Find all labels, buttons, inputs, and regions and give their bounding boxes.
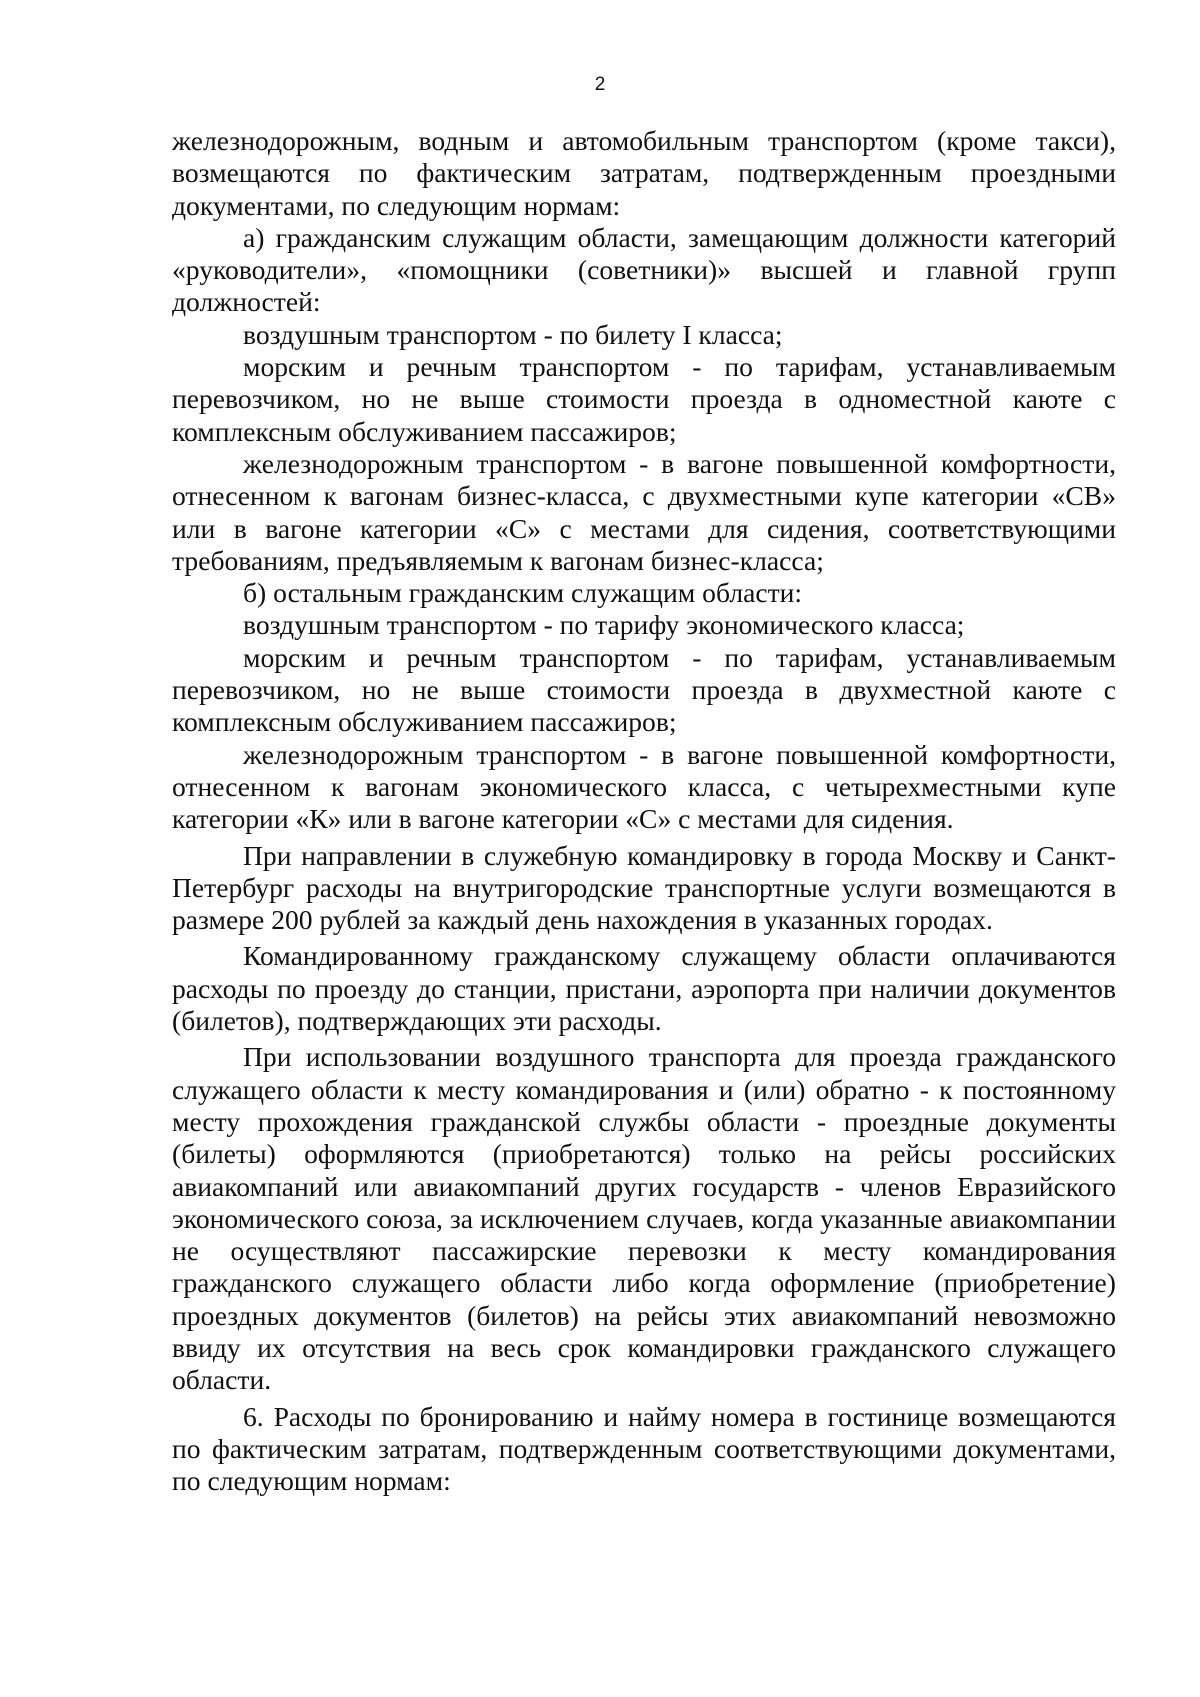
page-number: 2	[594, 74, 606, 95]
paragraph-rail-business: железнодорожным транспортом - в вагоне повышенной комфортности, отнесенном к вагонам бизнес-класса, с двухместными купе категории «СВ» или в вагоне категории «С» с местами для сидения, соответствующими требованиям, предъявляемым к вагонам бизнес-класса;	[172, 447, 1116, 576]
paragraph-air-economy: воздушным транспортом - по тарифу экономического класса;	[243, 609, 965, 641]
paragraph-sea-single-cabin: морским и речным транспортом - по тарифам, устанавливаемым перевозчиком, но не выше стоимости проезда в одноместной каюте с комплексным обслуживанием пассажиров;	[172, 351, 1116, 447]
paragraph-rail-economy: железнодорожным транспортом - в вагоне повышенной комфортности, отнесенном к вагонам экономического класса, с четырехместными купе категории «К» или в вагоне категории «С» с местами для сидения.	[172, 738, 1116, 835]
paragraph-moscow-spb: При направлении в служебную командировку в города Москву и Санкт-Петербург расходы на внутригородские транспортные услуги возмещаются в размере 200 рублей за каждый день нахождения в указанных городах.	[172, 839, 1116, 936]
paragraph-air-tickets-eaeu: При использовании воздушного транспорта для проезда гражданского служащего области к месту командирования и (или) обратно - к постоянному месту прохождения гражданской службы области - проездные документы (билеты) оформляются (приобретаются) только на рейсы российских авиакомпаний или авиакомпаний других государств - членов Евразийского экономического союза, за исключением случаев, когда указанные авиакомпании не осуществляют пассажирские перевозки к месту командирования гражданского служащего области либо когда оформление (приобретение) проездных документов (билетов) на рейсы этих авиакомпаний невозможно ввиду их отсутствия на весь срок командировки гражданского служащего области.	[172, 1041, 1116, 1396]
paragraph-other-officials: б) остальным гражданским служащим области:	[243, 577, 803, 609]
paragraph-transport-expenses: железнодорожным, водным и автомобильным транспортом (кроме такси), возмещаются по фактическим затратам, подтвержденным проездными документами, по следующим нормам:	[172, 125, 1116, 221]
paragraph-senior-officials: а) гражданским служащим области, замещающим должности категорий «руководители», «помощники (советники)» высшей и главной групп должностей:	[172, 221, 1116, 318]
paragraph-station-travel: Командированному гражданскому служащему области оплачиваются расходы по проезду до станции, пристани, аэропорта при наличии документов (билетов), подтверждающих эти расходы.	[172, 940, 1116, 1037]
paragraph-sea-double-cabin: морским и речным транспортом - по тарифам, устанавливаемым перевозчиком, но не выше стоимости проезда в двухместной каюте с комплексным обслуживанием пассажиров;	[172, 641, 1116, 738]
document-body	[172, 125, 1116, 1497]
paragraph-hotel-expenses: 6. Расходы по бронированию и найму номера в гостинице возмещаются по фактическим затратам, подтвержденным соответствующими документами, по следующим нормам:	[172, 1400, 1116, 1497]
paragraph-air-first-class: воздушным транспортом - по билету I класса;	[243, 318, 783, 350]
